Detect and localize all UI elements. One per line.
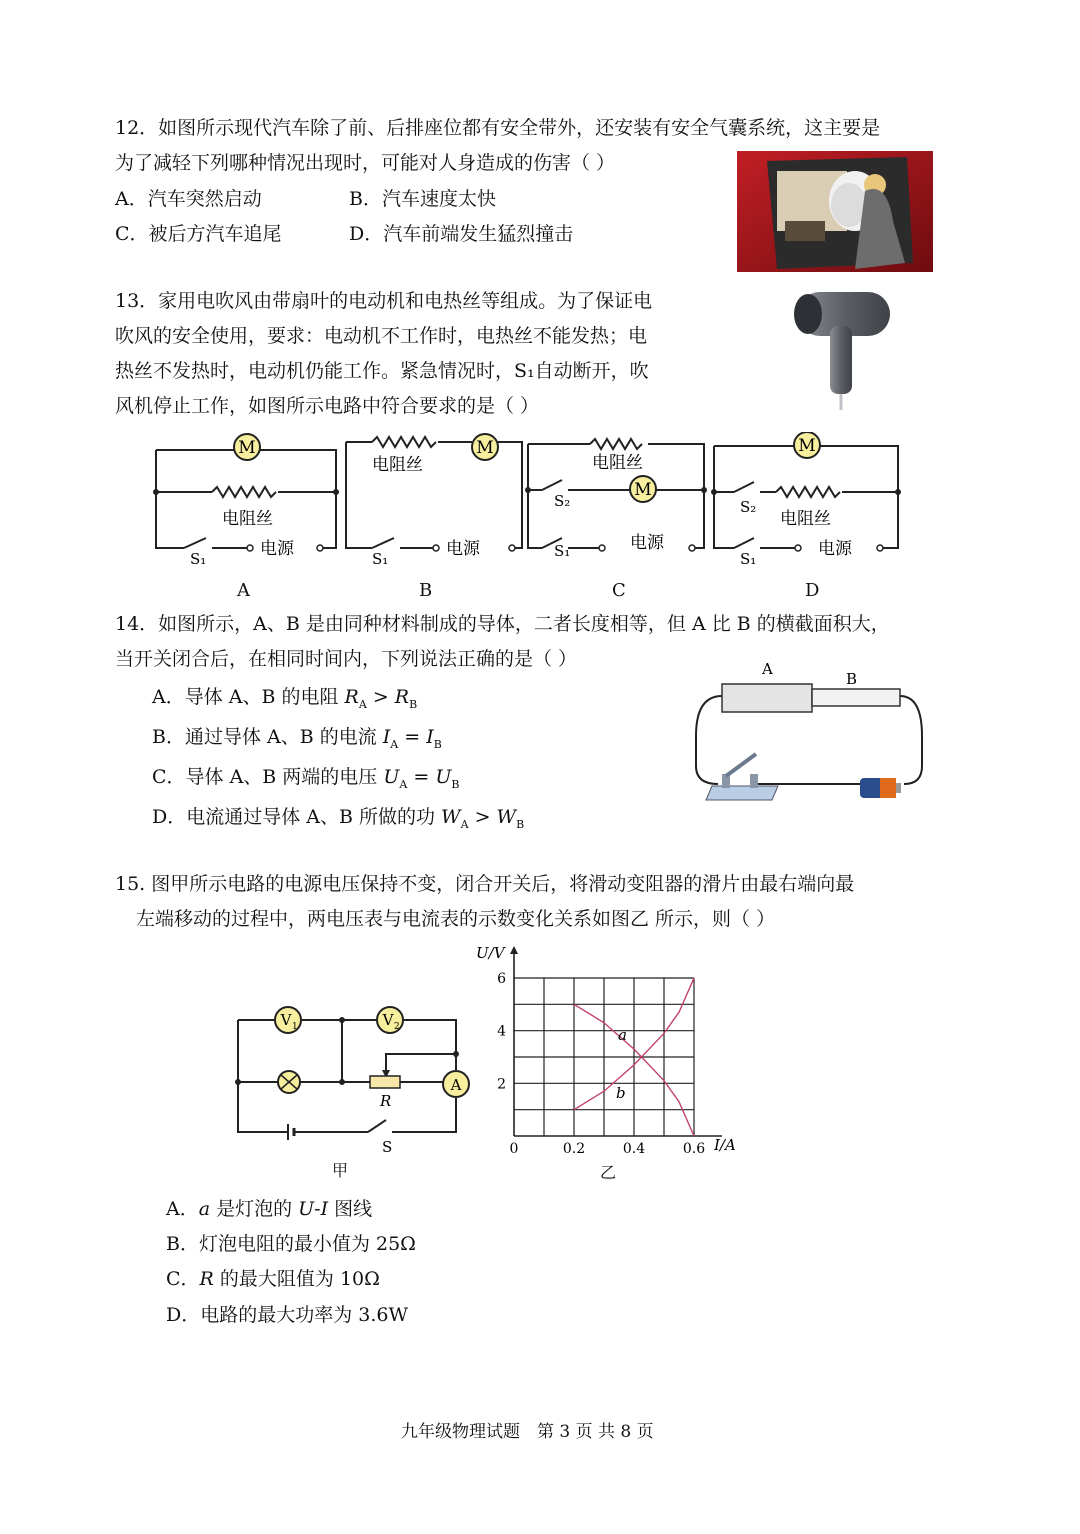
q15-option-a-tail: 图线 <box>328 1198 373 1220</box>
svg-text:2: 2 <box>394 1022 400 1032</box>
q13-stem-line3: 热丝不发热时，电动机仍能工作。紧急情况时，S₁自动断开，吹 <box>115 360 649 382</box>
q14-conductor-circuit <box>688 656 938 806</box>
rheostat-label: R <box>380 1092 392 1110</box>
chart-x-axis-label: I/A <box>714 1136 736 1154</box>
voltmeter-v2-label: V <box>382 1011 394 1029</box>
q14-option-b-text: B．通过导体 A、B 的电流 <box>152 726 377 748</box>
conductor-a-label: A <box>762 660 773 678</box>
voltmeter-v1-label: V <box>280 1011 292 1029</box>
source-a-label: 电源 <box>260 539 294 559</box>
switch-s-label: S <box>382 1138 393 1156</box>
switch-s2-d: S₂ <box>740 498 757 516</box>
source-c-label: 电源 <box>630 533 664 553</box>
switch-s1-d: S₁ <box>740 550 757 568</box>
source-d-label: 电源 <box>818 539 852 559</box>
switch-s1-c: S₁ <box>554 542 571 560</box>
q14-option-a: A．导体 A、B 的电阻 $R_A > R_B$ <box>152 686 418 711</box>
series-b-label: b <box>616 1084 626 1102</box>
q15-option-b: B．灯泡电阻的最小值为 25Ω <box>166 1233 416 1255</box>
q12-stem-line2: 为了减轻下列哪种情况出现时，可能对人身造成的伤害（ ） <box>115 152 616 174</box>
airbag-photo <box>737 151 933 272</box>
resistor-d-label: 电阻丝 <box>780 509 831 529</box>
q13-caption-d: D <box>805 580 820 601</box>
motor-c-label: M <box>634 480 652 500</box>
q13-caption-c: C <box>612 580 626 601</box>
q15-caption-yi: 乙 <box>600 1163 617 1182</box>
q15-caption-jia: 甲 <box>332 1161 349 1180</box>
hair-dryer-photo <box>778 288 898 410</box>
q13-stem-line2: 吹风的安全使用，要求：电动机不工作时，电热丝不能发热；电 <box>115 325 648 347</box>
x-tick-label: 0.2 <box>562 1141 586 1157</box>
chart-grid <box>514 978 694 1136</box>
q14-stem-line1: 14．如图所示，A、B 是由同种材料制成的导体，二者长度相等，但 A 比 B 的横截面积大， <box>115 613 890 635</box>
page-footer: 九年级物理试题 第 3 页 共 8 页 <box>401 1422 654 1442</box>
switch-s2-c: S₂ <box>554 492 571 510</box>
battery <box>860 778 901 798</box>
q13-caption-b: B <box>419 580 433 601</box>
source-b-label: 电源 <box>446 539 480 559</box>
q15-option-a: A．a 是灯泡的 U-I 图线 <box>166 1198 373 1220</box>
q15-option-a-rest: 是灯泡的 <box>210 1198 299 1220</box>
series-a-label: a <box>618 1026 627 1044</box>
q14-stem-line2: 当开关闭合后，在相同时间内，下列说法正确的是（ ） <box>115 648 578 670</box>
x-tick-label: 0 <box>509 1141 519 1157</box>
ammeter-label: A <box>450 1076 462 1094</box>
resistor-a-label: 电阻丝 <box>222 509 273 529</box>
q15-option-c: C．R 的最大阻值为 10Ω <box>166 1268 380 1290</box>
y-tick-label: 6 <box>497 971 506 987</box>
motor-b-label: M <box>476 438 494 458</box>
q12-option-c: C．被后方汽车追尾 <box>115 223 282 245</box>
q15-stem-line1: 15. 图甲所示电路的电源电压保持不变，闭合开关后，将滑动变阻器的滑片由最右端向最 <box>115 873 855 895</box>
chart-ticks <box>497 971 705 1157</box>
q14-option-d-text: D．电流通过导体 A、B 所做的功 <box>152 806 435 828</box>
x-tick-label: 0.4 <box>622 1141 646 1157</box>
q14-option-d: D．电流通过导体 A、B 所做的功 $W_A > W_B$ <box>152 806 525 831</box>
q13-circuits <box>150 432 910 572</box>
conductor-b-label: B <box>846 670 858 688</box>
chart-axes <box>510 946 722 1136</box>
q13-stem-line4: 风机停止工作，如图所示电路中符合要求的是（ ） <box>115 395 540 417</box>
q12-option-d: D．汽车前端发生猛烈撞击 <box>349 223 574 245</box>
q14-option-c: C．导体 A、B 两端的电压 $U_A = U_B$ <box>152 766 460 791</box>
knife-switch <box>706 754 778 800</box>
q14-option-b: B．通过导体 A、B 的电流 $I_A = I_B$ <box>152 726 442 751</box>
y-tick-label: 4 <box>497 1023 506 1040</box>
svg-text:1: 1 <box>292 1022 298 1032</box>
switch-s1-a: S₁ <box>190 550 207 568</box>
q14-option-a-text: A．导体 A、B 的电阻 <box>152 686 339 708</box>
q12-option-b: B．汽车速度太快 <box>349 188 496 210</box>
q12-option-a: A．汽车突然启动 <box>115 188 262 210</box>
y-axis-arrow <box>510 946 518 954</box>
q14-option-c-text: C．导体 A、B 两端的电压 <box>152 766 378 788</box>
chart-y-axis-label: U/V <box>476 944 505 962</box>
q13-stem-line1: 13．家用电吹风由带扇叶的电动机和电热丝等组成。为了保证电 <box>115 290 653 312</box>
x-tick-label: 0.6 <box>682 1141 706 1157</box>
q15-circuit-jia <box>228 1000 478 1160</box>
resistor-b-label: 电阻丝 <box>372 455 423 475</box>
motor-d-label: M <box>798 436 816 456</box>
q15-stem-line2: 左端移动的过程中，两电压表与电流表的示数变化关系如图乙 所示，则（ ） <box>136 908 776 930</box>
motor-a-label: M <box>238 438 256 458</box>
q15-ui-chart <box>470 936 750 1176</box>
q15-option-d: D．电路的最大功率为 3.6W <box>166 1304 409 1326</box>
q15-option-c-rest: 的最大阻值为 10Ω <box>213 1268 380 1290</box>
y-tick-label: 2 <box>497 1076 506 1093</box>
q12-stem-line1: 12．如图所示现代汽车除了前、后排座位都有安全带外，还安装有安全气囊系统，这主要是 <box>115 117 881 139</box>
switch-s1-b: S₁ <box>372 550 389 568</box>
q13-caption-a: A <box>237 580 250 601</box>
resistor-c-label: 电阻丝 <box>592 453 643 473</box>
